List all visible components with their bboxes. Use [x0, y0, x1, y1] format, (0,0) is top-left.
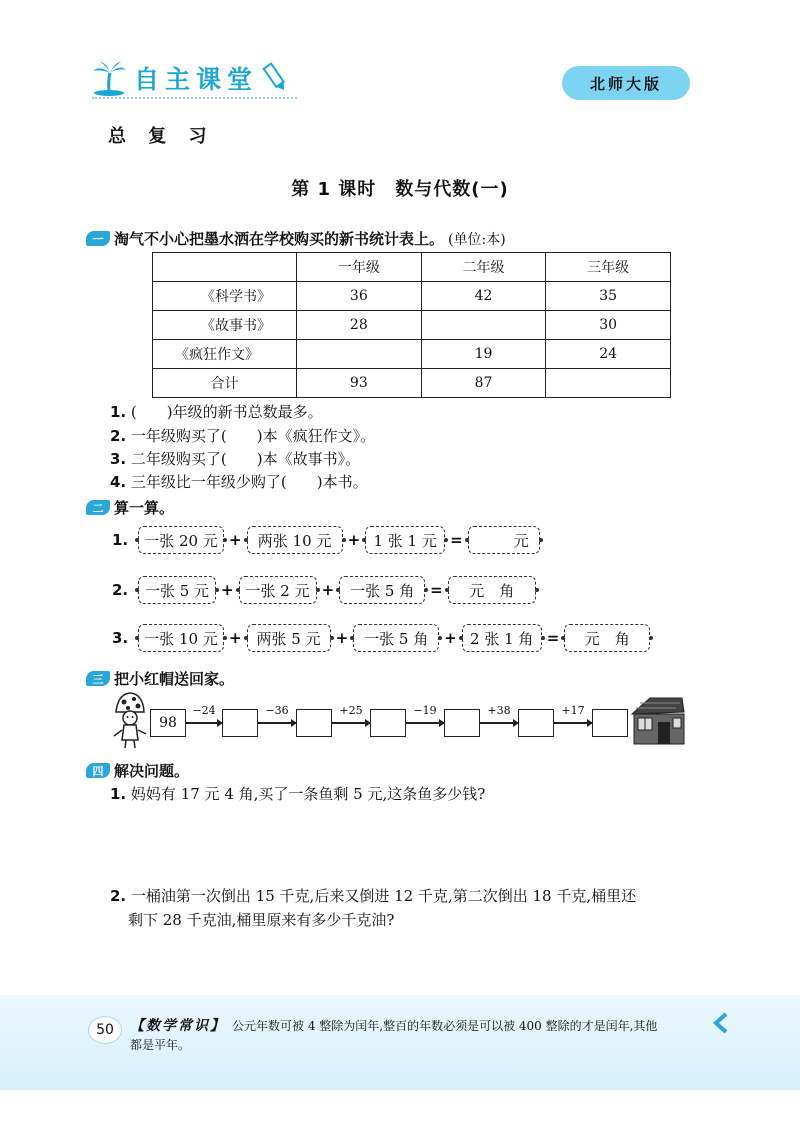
palm-tree-icon	[90, 59, 128, 97]
money-term: 一张 5 元	[138, 576, 216, 604]
question-3-heading	[86, 668, 234, 689]
question-badge: 三	[86, 671, 110, 686]
row-label: 《故事书》	[153, 311, 297, 340]
table-cell: 93	[297, 369, 422, 398]
table-cell: 42	[421, 282, 546, 311]
table-row	[153, 311, 671, 340]
chain-op: −24	[192, 704, 216, 717]
section-title: 总 复 习	[108, 126, 215, 147]
question-text: 解决问题。	[114, 762, 190, 780]
table-cell	[421, 311, 546, 340]
table-cell: 30	[546, 311, 671, 340]
money-term: 一张 5 角	[353, 624, 439, 652]
tip-text-cont: 都是平年。	[130, 1038, 191, 1052]
chain-op: −19	[413, 704, 437, 717]
table-cell	[153, 253, 297, 282]
table-cell: 28	[297, 311, 422, 340]
money-row-2: 2. 一张 5 元 + 一张 2 元 + 一张 5 角 = 元 角	[112, 576, 536, 604]
answer-box[interactable]: 元 角	[564, 624, 650, 652]
chain-arrow	[406, 722, 444, 724]
answer-box[interactable]: 元 角	[448, 576, 536, 604]
table-cell: 24	[546, 340, 671, 369]
house-icon	[630, 694, 686, 746]
money-term: 两张 10 元	[247, 526, 343, 554]
table-cell: 36	[297, 282, 422, 311]
money-term: 两张 5 元	[247, 624, 331, 652]
unit-note: (单位:本)	[448, 231, 506, 248]
table-header: 三年级	[546, 253, 671, 282]
q1-item-4: 4. 三年级比一年级少购了( )本书。	[110, 473, 368, 491]
money-term: 2 张 1 角	[462, 624, 542, 652]
question-text: 淘气不小心把墨水洒在学校购买的新书统计表上。	[114, 230, 445, 248]
chain-answer-box[interactable]	[370, 709, 406, 737]
book-stats-table	[152, 252, 671, 398]
question-badge: 一	[86, 231, 110, 246]
question-text: 算一算。	[114, 499, 175, 517]
chain-op: +38	[487, 704, 511, 717]
table-cell: 35	[546, 282, 671, 311]
footer-band	[0, 995, 800, 1090]
table-row	[153, 369, 671, 398]
q4-item-2: 2. 一桶油第一次倒出 15 千克,后来又倒进 12 千克,第二次倒出 18 千克,桶里还	[110, 887, 637, 905]
brand-title: 自主课堂	[134, 65, 259, 94]
table-row	[153, 282, 671, 311]
money-row-3: 3. 一张 10 元 + 两张 5 元 + 一张 5 角 + 2 张 1 角 = 元 角	[112, 624, 650, 652]
header-divider	[92, 97, 297, 99]
question-badge: 四	[86, 763, 110, 778]
question-badge: 二	[86, 500, 110, 515]
money-term: 一张 5 角	[339, 576, 425, 604]
chain-arrow	[186, 722, 222, 724]
page-number: 50	[88, 1016, 122, 1044]
chain-op: −36	[265, 704, 289, 717]
chain-answer-box[interactable]	[444, 709, 480, 737]
chain-arrow	[480, 722, 518, 724]
money-term: 1 张 1 元	[365, 526, 445, 554]
q1-item-2: 2. 一年级购买了( )本《疯狂作文》。	[110, 427, 376, 445]
table-row	[153, 340, 671, 369]
row-label: 《疯狂作文》	[153, 340, 297, 369]
tip-title: 【数学常识】	[130, 1018, 226, 1034]
q4-item-2-cont: 剩下 28 千克油,桶里原来有多少千克油?	[128, 911, 395, 929]
chain-answer-box[interactable]	[296, 709, 332, 737]
row-label: 合计	[153, 369, 297, 398]
question-text: 把小红帽送回家。	[114, 670, 235, 688]
question-1-heading	[86, 228, 506, 249]
table-cell	[297, 340, 422, 369]
chain-arrow	[554, 722, 592, 724]
money-row-1: 1. 一张 20 元 + 两张 10 元 + 1 张 1 元 = 元	[112, 526, 540, 554]
table-cell	[546, 369, 671, 398]
table-header: 一年级	[297, 253, 422, 282]
chain-answer-box[interactable]	[222, 709, 258, 737]
question-2-heading	[86, 497, 174, 518]
chain-arrow	[332, 722, 370, 724]
little-red-riding-hood-icon	[110, 690, 150, 750]
chain-arrow	[258, 722, 296, 724]
table-cell: 87	[421, 369, 546, 398]
pencil-icon	[262, 60, 288, 96]
edition-badge: 北师大版	[562, 66, 690, 100]
chevron-left-icon	[712, 1012, 728, 1034]
question-4-heading	[86, 760, 189, 781]
chain-start: 98	[150, 709, 186, 737]
table-cell: 19	[421, 340, 546, 369]
money-term: 一张 20 元	[138, 526, 224, 554]
chain-answer-box[interactable]	[518, 709, 554, 737]
chain-answer-box[interactable]	[592, 709, 628, 737]
money-term: 一张 10 元	[138, 624, 224, 652]
money-term: 一张 2 元	[239, 576, 317, 604]
brand	[90, 58, 288, 98]
q4-item-1: 1. 妈妈有 17 元 4 角,买了一条鱼剩 5 元,这条鱼多少钱?	[110, 785, 486, 803]
chain-op: +17	[561, 704, 585, 717]
chain-op: +25	[339, 704, 363, 717]
answer-box[interactable]: 元	[468, 526, 540, 554]
table-header: 二年级	[421, 253, 546, 282]
q1-item-3: 3. 二年级购买了( )本《故事书》。	[110, 450, 361, 468]
row-label: 《科学书》	[153, 282, 297, 311]
q1-item-1: 1. ( )年级的新书总数最多。	[110, 403, 323, 421]
lesson-title: 第 1 课时 数与代数(一)	[291, 179, 509, 200]
tip-text: 公元年数可被 4 整除为闰年,整百的年数必须是可以被 400 整除的才是闰年,其他	[232, 1019, 658, 1033]
table-header-row	[153, 253, 671, 282]
